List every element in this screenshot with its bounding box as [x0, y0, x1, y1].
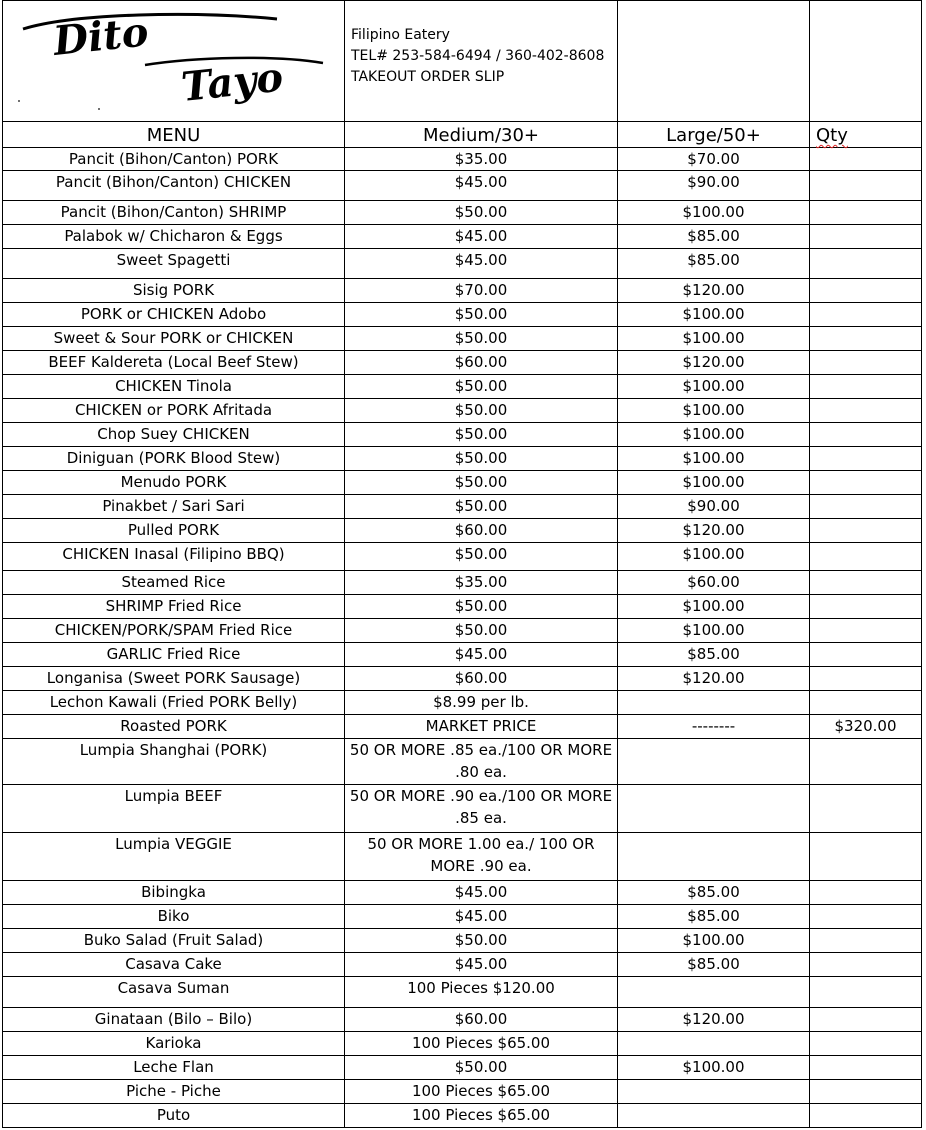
- qty-cell[interactable]: $320.00: [810, 715, 922, 739]
- large-price: $85.00: [618, 905, 810, 929]
- menu-item-name: Menudo PORK: [3, 471, 345, 495]
- large-price: $85.00: [618, 953, 810, 977]
- medium-price: $45.00: [345, 643, 618, 667]
- menu-item-name: Piche - Piche: [3, 1080, 345, 1104]
- menu-item-name: Lechon Kawali (Fried PORK Belly): [3, 691, 345, 715]
- large-price: [618, 1080, 810, 1104]
- menu-item-name: Longanisa (Sweet PORK Sausage): [3, 667, 345, 691]
- header-empty-cell: [810, 1, 922, 122]
- menu-row: [3, 977, 922, 1008]
- qty-cell[interactable]: [810, 201, 922, 225]
- large-price: [618, 833, 810, 881]
- medium-price: $35.00: [345, 148, 618, 171]
- menu-row: [3, 881, 922, 905]
- qty-cell[interactable]: [810, 351, 922, 375]
- menu-item-name: Casava Cake: [3, 953, 345, 977]
- medium-price: $50.00: [345, 929, 618, 953]
- eatery-subtitle: Filipino Eatery: [351, 27, 450, 43]
- qty-cell[interactable]: [810, 691, 922, 715]
- menu-item-name: BEEF Kaldereta (Local Beef Stew): [3, 351, 345, 375]
- qty-cell[interactable]: [810, 375, 922, 399]
- menu-row: [3, 375, 922, 399]
- large-price: $100.00: [618, 447, 810, 471]
- qty-cell[interactable]: [810, 1008, 922, 1032]
- menu-item-name: Sweet Spagetti: [3, 249, 345, 279]
- medium-price: $60.00: [345, 519, 618, 543]
- large-price: $70.00: [618, 148, 810, 171]
- menu-row: [3, 148, 922, 171]
- large-price: $120.00: [618, 351, 810, 375]
- menu-row: [3, 327, 922, 351]
- menu-item-name: Lumpia BEEF: [3, 785, 345, 833]
- medium-price: $60.00: [345, 351, 618, 375]
- medium-price: 100 Pieces $65.00: [345, 1080, 618, 1104]
- order-slip: [2, 0, 921, 1128]
- qty-cell[interactable]: [810, 519, 922, 543]
- medium-price: 50 OR MORE 1.00 ea./ 100 OR MORE .90 ea.: [345, 833, 618, 881]
- menu-item-name: Steamed Rice: [3, 571, 345, 595]
- menu-item-name: Chop Suey CHICKEN: [3, 423, 345, 447]
- qty-cell[interactable]: [810, 953, 922, 977]
- menu-row: [3, 715, 922, 739]
- medium-price: $50.00: [345, 423, 618, 447]
- menu-table: [2, 0, 922, 1128]
- menu-item-name: CHICKEN/PORK/SPAM Fried Rice: [3, 619, 345, 643]
- medium-price: 100 Pieces $65.00: [345, 1104, 618, 1128]
- menu-row: [3, 519, 922, 543]
- medium-price: $50.00: [345, 619, 618, 643]
- qty-cell[interactable]: [810, 929, 922, 953]
- qty-cell[interactable]: [810, 1056, 922, 1080]
- menu-row: [3, 953, 922, 977]
- menu-row: [3, 833, 922, 881]
- menu-item-name: CHICKEN Tinola: [3, 375, 345, 399]
- medium-price: $50.00: [345, 543, 618, 571]
- logo-word-tayo: Tayo: [179, 53, 286, 111]
- menu-row: [3, 619, 922, 643]
- menu-item-name: Sweet & Sour PORK or CHICKEN: [3, 327, 345, 351]
- large-price: [618, 1032, 810, 1056]
- large-price: $100.00: [618, 929, 810, 953]
- menu-row: [3, 303, 922, 327]
- qty-cell[interactable]: [810, 543, 922, 571]
- menu-item-name: Lumpia Shanghai (PORK): [3, 739, 345, 785]
- large-price: [618, 977, 810, 1008]
- menu-row: [3, 495, 922, 519]
- menu-item-name: Bibingka: [3, 881, 345, 905]
- qty-cell[interactable]: [810, 785, 922, 833]
- medium-price: $50.00: [345, 201, 618, 225]
- qty-cell[interactable]: [810, 1080, 922, 1104]
- menu-item-name: GARLIC Fried Rice: [3, 643, 345, 667]
- large-price: $120.00: [618, 519, 810, 543]
- large-price: $100.00: [618, 543, 810, 571]
- medium-price: MARKET PRICE: [345, 715, 618, 739]
- qty-cell[interactable]: [810, 225, 922, 249]
- menu-item-name: Pinakbet / Sari Sari: [3, 495, 345, 519]
- col-header-menu: MENU: [3, 122, 345, 148]
- qty-cell[interactable]: [810, 977, 922, 1008]
- large-price: $100.00: [618, 471, 810, 495]
- menu-item-name: Roasted PORK: [3, 715, 345, 739]
- large-price: $85.00: [618, 643, 810, 667]
- large-price: $120.00: [618, 667, 810, 691]
- menu-item-name: SHRIMP Fried Rice: [3, 595, 345, 619]
- menu-row: [3, 691, 922, 715]
- medium-price: $50.00: [345, 303, 618, 327]
- menu-row: [3, 929, 922, 953]
- menu-item-name: Casava Suman: [3, 977, 345, 1008]
- menu-row: [3, 1008, 922, 1032]
- header-empty-cell: [618, 1, 810, 122]
- medium-price: $45.00: [345, 905, 618, 929]
- menu-item-name: Pancit (Bihon/Canton) CHICKEN: [3, 171, 345, 201]
- large-price: $85.00: [618, 225, 810, 249]
- large-price: $60.00: [618, 571, 810, 595]
- menu-row: [3, 643, 922, 667]
- menu-item-name: Biko: [3, 905, 345, 929]
- medium-price: $45.00: [345, 171, 618, 201]
- qty-label: Qty: [816, 125, 848, 146]
- qty-cell[interactable]: [810, 399, 922, 423]
- medium-price: 100 Pieces $65.00: [345, 1032, 618, 1056]
- menu-item-name: Diniguan (PORK Blood Stew): [3, 447, 345, 471]
- menu-row: [3, 739, 922, 785]
- menu-item-name: Pulled PORK: [3, 519, 345, 543]
- large-price: $100.00: [618, 1056, 810, 1080]
- menu-row: [3, 1032, 922, 1056]
- col-header-qty: [810, 122, 922, 148]
- menu-row: [3, 667, 922, 691]
- menu-item-name: Lumpia VEGGIE: [3, 833, 345, 881]
- menu-row: [3, 571, 922, 595]
- qty-cell[interactable]: [810, 881, 922, 905]
- large-price: $100.00: [618, 303, 810, 327]
- qty-cell[interactable]: [810, 905, 922, 929]
- menu-row: [3, 351, 922, 375]
- qty-cell[interactable]: [810, 1032, 922, 1056]
- menu-row: [3, 171, 922, 201]
- menu-item-name: Sisig PORK: [3, 279, 345, 303]
- qty-cell[interactable]: [810, 423, 922, 447]
- medium-price: $45.00: [345, 225, 618, 249]
- menu-item-name: Leche Flan: [3, 1056, 345, 1080]
- large-price: $100.00: [618, 375, 810, 399]
- menu-item-name: Buko Salad (Fruit Salad): [3, 929, 345, 953]
- qty-cell[interactable]: [810, 171, 922, 201]
- large-price: $100.00: [618, 423, 810, 447]
- slip-header-row: [3, 1, 922, 122]
- slip-title: TAKEOUT ORDER SLIP: [351, 69, 505, 85]
- menu-row: [3, 201, 922, 225]
- qty-cell[interactable]: [810, 739, 922, 785]
- qty-cell[interactable]: [810, 571, 922, 595]
- qty-cell[interactable]: [810, 619, 922, 643]
- medium-price: 50 OR MORE .90 ea./100 OR MORE .85 ea.: [345, 785, 618, 833]
- large-price: $100.00: [618, 327, 810, 351]
- medium-price: $35.00: [345, 571, 618, 595]
- qty-cell[interactable]: [810, 249, 922, 279]
- medium-price: $50.00: [345, 1056, 618, 1080]
- medium-price: $45.00: [345, 953, 618, 977]
- menu-item-name: Puto: [3, 1104, 345, 1128]
- medium-price: $50.00: [345, 471, 618, 495]
- menu-row: [3, 447, 922, 471]
- menu-row: [3, 399, 922, 423]
- large-price: $90.00: [618, 495, 810, 519]
- medium-price: $60.00: [345, 667, 618, 691]
- large-price: [618, 739, 810, 785]
- large-price: $100.00: [618, 595, 810, 619]
- dito-tayo-logo: [15, 5, 335, 117]
- large-price: [618, 691, 810, 715]
- qty-cell[interactable]: [810, 279, 922, 303]
- large-price: [618, 785, 810, 833]
- menu-item-name: Pancit (Bihon/Canton) SHRIMP: [3, 201, 345, 225]
- qty-cell[interactable]: [810, 148, 922, 171]
- menu-item-name: Palabok w/ Chicharon & Eggs: [3, 225, 345, 249]
- menu-row: [3, 1080, 922, 1104]
- menu-item-name: PORK or CHICKEN Adobo: [3, 303, 345, 327]
- qty-cell[interactable]: [810, 303, 922, 327]
- large-price: --------: [618, 715, 810, 739]
- menu-row: [3, 471, 922, 495]
- menu-item-name: CHICKEN or PORK Afritada: [3, 399, 345, 423]
- large-price: $85.00: [618, 881, 810, 905]
- menu-item-name: Ginataan (Bilo – Bilo): [3, 1008, 345, 1032]
- medium-price: $50.00: [345, 447, 618, 471]
- menu-row: [3, 249, 922, 279]
- menu-row: [3, 423, 922, 447]
- medium-price: $45.00: [345, 249, 618, 279]
- header-info-cell: [345, 1, 618, 122]
- menu-row: [3, 595, 922, 619]
- menu-row: [3, 1104, 922, 1128]
- medium-price: 100 Pieces $120.00: [345, 977, 618, 1008]
- medium-price: $50.00: [345, 495, 618, 519]
- logo-cell: [3, 1, 345, 122]
- menu-item-name: Karioka: [3, 1032, 345, 1056]
- qty-cell[interactable]: [810, 495, 922, 519]
- col-header-large: Large/50+: [618, 122, 810, 148]
- medium-price: $70.00: [345, 279, 618, 303]
- menu-row: [3, 785, 922, 833]
- menu-item-name: CHICKEN Inasal (Filipino BBQ): [3, 543, 345, 571]
- medium-price: $50.00: [345, 375, 618, 399]
- qty-cell[interactable]: [810, 327, 922, 351]
- medium-price: $50.00: [345, 595, 618, 619]
- qty-cell[interactable]: [810, 471, 922, 495]
- qty-cell[interactable]: [810, 667, 922, 691]
- medium-price: $50.00: [345, 327, 618, 351]
- medium-price: 50 OR MORE .85 ea./100 OR MORE .80 ea.: [345, 739, 618, 785]
- large-price: $100.00: [618, 201, 810, 225]
- large-price: $120.00: [618, 1008, 810, 1032]
- phone-numbers: TEL# 253-584-6494 / 360-402-8608: [351, 48, 605, 64]
- medium-price: $50.00: [345, 399, 618, 423]
- large-price: $120.00: [618, 279, 810, 303]
- column-header-row: [3, 122, 922, 148]
- menu-row: [3, 543, 922, 571]
- medium-price: $60.00: [345, 1008, 618, 1032]
- large-price: $100.00: [618, 399, 810, 423]
- menu-row: [3, 225, 922, 249]
- medium-price: $45.00: [345, 881, 618, 905]
- menu-item-name: Pancit (Bihon/Canton) PORK: [3, 148, 345, 171]
- qty-cell[interactable]: [810, 595, 922, 619]
- logo-word-dito: Dito: [51, 8, 151, 65]
- qty-cell[interactable]: [810, 833, 922, 881]
- large-price: $100.00: [618, 619, 810, 643]
- menu-row: [3, 1056, 922, 1080]
- qty-cell[interactable]: [810, 1104, 922, 1128]
- menu-row: [3, 905, 922, 929]
- large-price: $90.00: [618, 171, 810, 201]
- col-header-medium: Medium/30+: [345, 122, 618, 148]
- medium-price: $8.99 per lb.: [345, 691, 618, 715]
- qty-cell[interactable]: [810, 447, 922, 471]
- large-price: [618, 1104, 810, 1128]
- qty-cell[interactable]: [810, 643, 922, 667]
- menu-row: [3, 279, 922, 303]
- large-price: $85.00: [618, 249, 810, 279]
